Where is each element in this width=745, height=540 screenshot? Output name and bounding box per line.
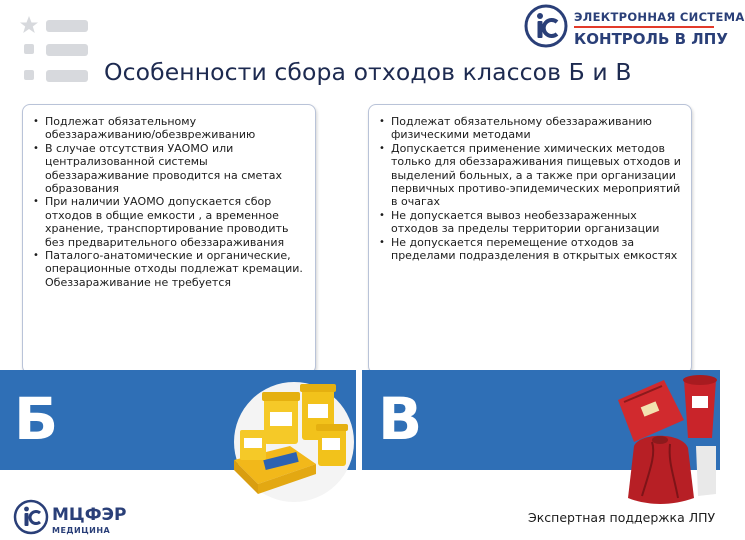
list-item: • Не допускается перемещение отходов за пределами подразделения в открытых емкостях <box>379 236 685 263</box>
ic-logo-icon <box>524 4 568 48</box>
class-v-list <box>369 105 691 262</box>
yellow-waste-containers-image <box>230 368 354 504</box>
brand-system-label: ЭЛЕКТРОННАЯ СИСТЕМА <box>574 10 745 24</box>
red-waste-bags-image <box>612 366 718 506</box>
list-item: • При наличии УАОМО допускается сбор отходов в общие емкости , а временное хранение, транспортирование проводить без предварительного обеззараживания <box>33 195 309 249</box>
class-v-letter: В <box>378 385 423 453</box>
class-b-letter: Б <box>14 385 59 453</box>
footer-logo-sub: МЕДИЦИНА <box>52 526 111 535</box>
brand-divider <box>574 26 714 28</box>
list-item: • Не допускается вывоз необеззараженных отходов за пределы территории организации <box>379 209 685 236</box>
footer-logo-name: МЦФЭР <box>52 505 127 525</box>
mcfer-logo-icon <box>12 496 152 538</box>
list-item: • Подлежат обязательному обеззараживанию физическими методами <box>379 115 685 142</box>
brand-product-label: КОНТРОЛЬ В ЛПУ <box>574 30 728 48</box>
list-item: • Паталого-анатомические и органические, операционные отходы подлежат кремации. Обеззараживание не требуется <box>33 249 309 289</box>
list-item: • Подлежат обязательному обеззараживанию/обезвреживанию <box>33 115 309 142</box>
brand-header <box>524 4 745 48</box>
class-b-list <box>23 105 315 289</box>
footer-caption: Экспертная поддержка ЛПУ <box>528 510 716 525</box>
class-b-card <box>22 104 316 374</box>
page-title: Особенности сбора отходов классов Б и В <box>104 58 632 86</box>
list-with-star-icon <box>18 14 90 90</box>
list-item: • Допускается применение химических методов только для обеззараживания пищевых отходов и выделений больных, а а также при организации первичных противо-эпидемических мероприятий в очагах <box>379 142 685 209</box>
class-v-card <box>368 104 692 374</box>
list-item: • В случае отсутствия УАОМО или централизованной системы обеззараживание проводится на сметах образования <box>33 142 309 196</box>
